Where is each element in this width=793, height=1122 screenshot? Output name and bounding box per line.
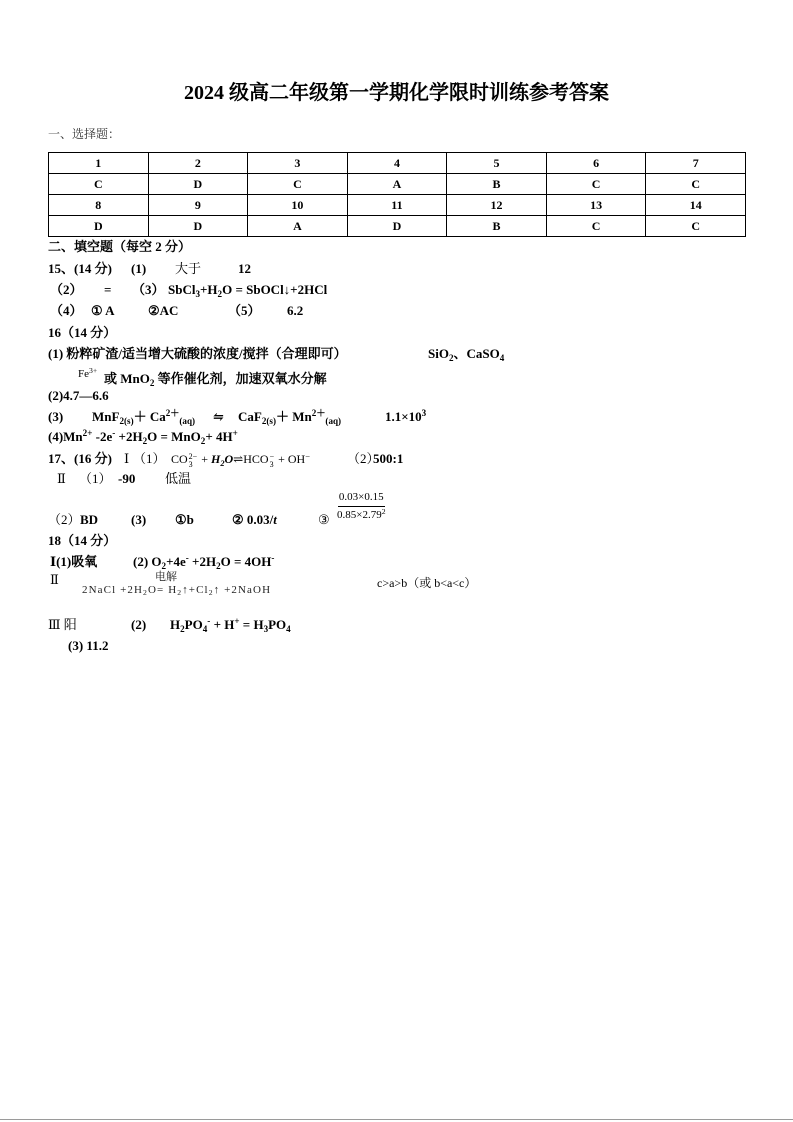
- equation-text: O: [147, 584, 158, 596]
- equation-subscript: 3: [269, 460, 274, 469]
- answer-cell: C: [49, 174, 149, 195]
- q17-ii-part1-answer-b: 低温: [165, 471, 192, 486]
- question-number-cell: 4: [347, 153, 447, 174]
- q18-iii-part2-number: (2): [131, 617, 147, 632]
- equation-text: 2NaCl +2H: [82, 584, 144, 596]
- equation-text: + 4H: [205, 429, 233, 444]
- question-number-cell: 1: [49, 153, 149, 174]
- q15-part5-number: （5）: [228, 303, 261, 318]
- equation-text: O = MnO: [147, 429, 201, 444]
- answer-cell: C: [646, 216, 746, 237]
- equation-subscript: 2: [177, 588, 183, 598]
- q17-i-part2-answer: 500:1: [373, 451, 404, 466]
- equation-subscript: 2: [143, 588, 148, 598]
- note-text: 等作催化剂，加速双氧水分解: [154, 371, 327, 386]
- equation-text: ↑+Cl: [182, 584, 209, 596]
- table-row-answers: [49, 216, 746, 237]
- denominator-text: 0.85×2.79: [337, 509, 382, 521]
- equation-text: ＋ Mn: [276, 409, 312, 424]
- equation-text: + H: [210, 617, 235, 632]
- equation-text: +: [198, 452, 211, 466]
- q17-ii-part3-number: (3): [131, 512, 147, 527]
- answer-cell: A: [248, 216, 348, 237]
- question-number-cell: 11: [347, 195, 447, 216]
- equation-subscript: 2: [216, 560, 221, 571]
- q17-label: 17、(16 分): [48, 451, 112, 466]
- formula-text: SiO: [428, 346, 449, 361]
- q17-ii-part3-answer-c-marker: ③: [318, 512, 330, 527]
- section-heading-fill-in: 二、填空题（每空 2 分）: [48, 239, 192, 254]
- equation-text: H: [170, 617, 181, 632]
- question-number-cell: 5: [447, 153, 547, 174]
- equation-subscript: 2: [180, 623, 185, 634]
- q17-ii-part2-answer: BD: [80, 512, 99, 527]
- equation-superscript: -: [185, 553, 189, 564]
- q18-label: 18（14 分）: [48, 533, 117, 548]
- fraction-denominator: [337, 507, 386, 522]
- answer-cell: B: [447, 216, 547, 237]
- formula-subscript: 2: [149, 377, 155, 388]
- equation-text: (4)Mn: [48, 429, 83, 444]
- q15-part3-equation: [168, 282, 327, 298]
- q18-part-ii-marker: Ⅱ: [50, 572, 59, 587]
- reaction-condition-label: 电解: [155, 571, 178, 583]
- question-number-cell: 14: [646, 195, 746, 216]
- q17-hydrolysis-equation: [171, 451, 310, 469]
- reaction-condition-equals: [155, 571, 178, 597]
- equation-subscript: 2(s): [261, 415, 276, 426]
- question-number-cell: 6: [546, 153, 646, 174]
- equation-superscript: −: [305, 451, 310, 461]
- q17-ii-part2-number: （2）: [48, 512, 81, 527]
- q16-part1-residue: [428, 346, 504, 362]
- value-exponent: 3: [421, 408, 427, 419]
- equation-text: CaF: [238, 409, 262, 424]
- answer-text: ② 0.03/: [232, 512, 274, 527]
- q16-catalyst-note: [104, 371, 327, 387]
- equation-text: H: [164, 584, 178, 596]
- note-text: 或 MnO: [104, 371, 150, 386]
- q17-ii-part3-answer-b: [232, 512, 277, 528]
- equation-subscript: (aq): [325, 415, 342, 426]
- equation-superscript: 2＋: [165, 408, 180, 419]
- question-number-cell: 8: [49, 195, 149, 216]
- equation-text: (2) O: [133, 554, 162, 569]
- q17-i-part1-number: （1）: [133, 451, 166, 466]
- q18-ii-electrolysis-equation: [82, 571, 272, 598]
- equation-subscript: 4: [286, 623, 291, 634]
- q18-iii-part2-equation: [170, 617, 291, 633]
- question-number-cell: 12: [447, 195, 547, 216]
- q16-part3-products: [238, 409, 341, 425]
- equation-text: = H: [239, 617, 264, 632]
- q16-catalyst-ion: [78, 368, 97, 381]
- equation-text: O = SbOCl↓+2HCl: [222, 282, 328, 297]
- q17-ii-part1-number: （1）: [79, 471, 112, 486]
- answer-cell: C: [546, 174, 646, 195]
- fraction-numerator: 0.03×0.15: [338, 491, 385, 507]
- q18-iii-part1-answer: Ⅲ 阳: [48, 617, 77, 632]
- equation-subscript: 3: [263, 623, 269, 634]
- equation-text: +H: [200, 282, 218, 297]
- answer-cell: C: [546, 216, 646, 237]
- table-row-question-numbers: [49, 195, 746, 216]
- equation-text: O: [224, 452, 234, 466]
- equation-subscript: 4: [202, 623, 208, 634]
- q15-part2-answer: =: [104, 282, 112, 297]
- equation-text: MnF: [92, 409, 120, 424]
- page-title: 2024 级高二年级第一学期化学限时训练参考答案: [184, 82, 609, 104]
- equation-superscript: 2+: [82, 428, 93, 439]
- answer-cell: D: [148, 216, 248, 237]
- q17-i-part2-number: （2）: [347, 451, 380, 466]
- equation-text: H: [210, 452, 221, 466]
- q16-part3-reactants: [92, 409, 195, 425]
- q15-part1-answer-b: 12: [238, 261, 251, 276]
- q17-part-ii-marker: Ⅱ: [57, 471, 66, 486]
- equation-text: CO: [171, 452, 188, 466]
- equation-superscript: +: [234, 616, 240, 627]
- formula-text: 、CaSO: [453, 346, 500, 361]
- equation-text: SbCl: [168, 282, 196, 297]
- equation-text: -2e: [92, 429, 113, 444]
- answer-variable: t: [273, 512, 277, 527]
- equation-superscript: -: [207, 616, 211, 627]
- equation-subscript: 2: [161, 560, 167, 571]
- q18-ii-order-answer: c>a>b（或 b<a<c）: [377, 576, 477, 590]
- equation-text: ↑ +2NaOH: [213, 584, 272, 596]
- table-row-question-numbers: [49, 153, 746, 174]
- question-number-cell: 2: [148, 153, 248, 174]
- q18-i-part1-answer: Ⅰ(1)吸氧: [50, 554, 98, 569]
- equation-text: +4e: [166, 554, 186, 569]
- answer-cell: C: [248, 174, 348, 195]
- equation-superscript: −: [269, 452, 275, 461]
- equation-text: +2H: [188, 554, 217, 569]
- answer-cell: D: [347, 216, 447, 237]
- q17-part-i-marker: Ⅰ: [124, 451, 130, 466]
- q15-part1-number: (1): [131, 261, 147, 276]
- equation-subscript: 2: [142, 435, 148, 446]
- value-text: 1.1×10: [385, 409, 422, 424]
- q18-i-part2-equation: [133, 554, 274, 570]
- equation-superscript: -: [271, 553, 275, 564]
- equilibrium-arrow-icon: ⇋: [213, 409, 224, 424]
- equation-text: PO: [184, 617, 203, 632]
- q16-part3-constant: [385, 409, 426, 425]
- charge-and-subscript: [270, 453, 275, 469]
- q15-part3-number: （3）: [132, 282, 165, 297]
- q15-part2-number: （2）: [50, 282, 83, 297]
- equation-text: PO: [268, 617, 287, 632]
- formula-text: Fe: [78, 368, 89, 380]
- q15-part1-answer-a: 大于: [175, 261, 202, 276]
- equation-subscript: 2(s): [119, 415, 134, 426]
- denominator-exponent: 2: [381, 507, 386, 517]
- equation-text: ⇌HCO: [233, 452, 269, 466]
- q15-part5-answer: 6.2: [287, 303, 304, 318]
- q16-part4-equation: [48, 429, 238, 445]
- equation-subscript: 2: [217, 288, 223, 299]
- equation-subscript: 3: [195, 288, 201, 299]
- page-bottom-rule: [0, 1119, 793, 1120]
- equation-text: + OH: [275, 452, 306, 466]
- formula-subscript: 2: [448, 352, 454, 363]
- q15-part4-answer-b: ②AC: [148, 303, 179, 318]
- q15-label: 15、(14 分): [48, 261, 112, 276]
- q18-iii-part3-answer: (3) 11.2: [68, 638, 109, 653]
- multiple-choice-answer-table: [48, 152, 746, 237]
- q17-ii-part3-answer-a: ①b: [175, 512, 194, 527]
- equation-superscript: -: [112, 428, 116, 439]
- q15-part4-number: （4）: [50, 303, 83, 318]
- equation-subscript: 3: [188, 460, 193, 469]
- q16-part2-answer: (2)4.7—6.6: [48, 388, 109, 403]
- equation-text: +2H: [115, 429, 143, 444]
- question-number-cell: 3: [248, 153, 348, 174]
- q16-part3-number: (3): [48, 409, 64, 424]
- q16-part1-answer: (1) 粉粹矿渣/适当增大硫酸的浓度/搅拌（合理即可）: [48, 346, 347, 361]
- question-number-cell: 13: [546, 195, 646, 216]
- question-number-cell: 9: [148, 195, 248, 216]
- answer-cell: D: [49, 216, 149, 237]
- table-body: [49, 153, 746, 237]
- q15-part4-answer-a: ① A: [91, 303, 115, 318]
- equation-superscript: 2＋: [311, 408, 326, 419]
- equation-subscript: (aq): [179, 415, 196, 426]
- equation-subscript: 2: [208, 588, 214, 598]
- q17-ii-part1-answer-a: -90: [118, 471, 136, 486]
- question-number-cell: 7: [646, 153, 746, 174]
- charge-and-subscript: [189, 453, 198, 469]
- equation-superscript: +: [232, 428, 238, 439]
- equation-text: O = 4OH: [220, 554, 272, 569]
- answer-cell: C: [646, 174, 746, 195]
- question-number-cell: 10: [248, 195, 348, 216]
- equation-text: ＋ Ca: [133, 409, 166, 424]
- formula-subscript: 4: [499, 352, 505, 363]
- q17-ii-fraction: [337, 491, 386, 522]
- answer-cell: D: [148, 174, 248, 195]
- q16-label: 16（14 分）: [48, 325, 117, 340]
- section-heading-multiple-choice: 一、选择题：: [48, 127, 121, 141]
- equation-subscript: 2: [220, 458, 225, 468]
- equals-sign: =: [157, 584, 165, 596]
- equation-subscript: 2: [200, 435, 206, 446]
- equation-superscript: 2−: [188, 452, 198, 461]
- table-row-answers: [49, 174, 746, 195]
- answer-cell: A: [347, 174, 447, 195]
- formula-superscript: 3+: [89, 366, 98, 376]
- answer-cell: B: [447, 174, 547, 195]
